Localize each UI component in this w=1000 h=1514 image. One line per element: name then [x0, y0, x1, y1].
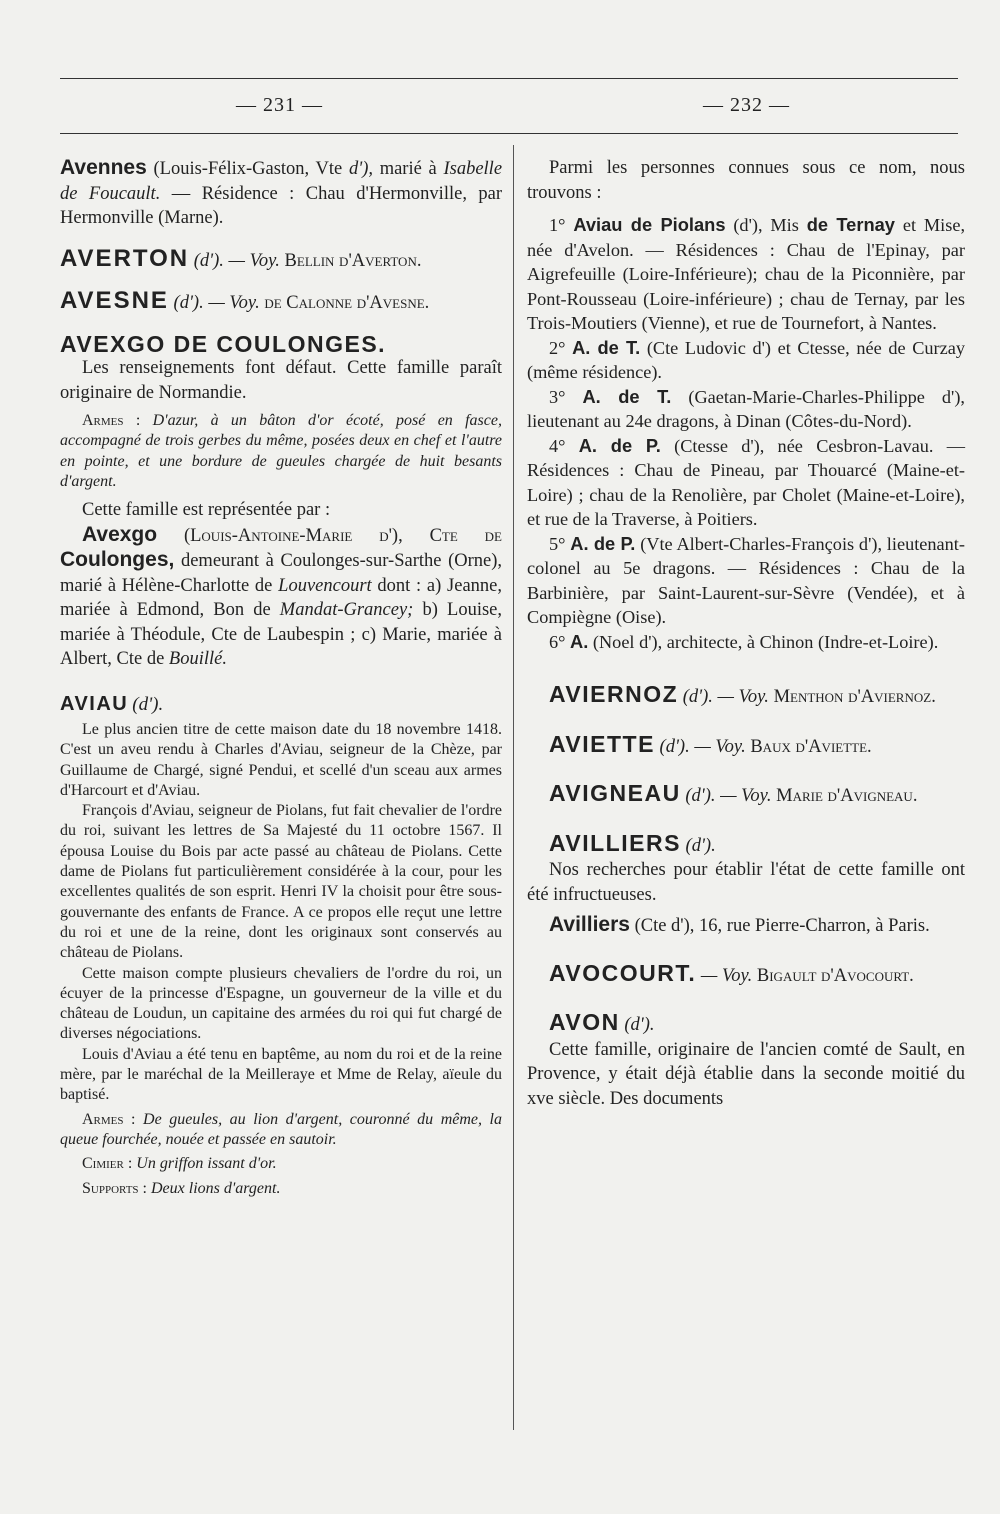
- entry-avon: AVON (d').: [549, 1009, 655, 1035]
- entry-head: AVERTON: [60, 244, 190, 272]
- right-column: [527, 156, 965, 1111]
- armes: Armes : D'azur, à un bâton d'or écoté, posé en fasce, accompagné de trois gerbes du même, posées deux en chef et l'autre en pointe, et une bordure de gueules chargée de huit besants d'argent.: [60, 412, 502, 490]
- entry-aviau-3: 3° A. de T. (Gaetan-Marie-Charles-Philippe d'), lieutenant au 24e dragons, à Dinan (Côtes-du-Nord).: [527, 385, 966, 431]
- entry-aviau-5: 5° A. de P. (Vte Albert-Charles-François d'), lieutenant-colonel au 5e dragons. — Résidences : Chau de la Barbinière, par Saint-Laurent-sur-Sèvre (Vendée), et à Compiègne (Oise).: [527, 532, 965, 627]
- entry-avesne: AVESNE (d'). — Voy. de Calonne d'Avesne.: [60, 287, 430, 314]
- entry-aviau-1: 1° Aviau de Piolans (d'), Mis de Ternay et Mise, née d'Avelon. — Résidences : Chau de l'Epinay, par Aigrefeuille (Loire-Inférieure); chau de la Piconnière, par Pont-Rousseau (Loire-inférieure) ; chau de Ternay, par les Trois-Moutiers (Vienne), et rue de Tournefort, à Nantes.: [527, 214, 966, 333]
- entry-head: AVIAU: [60, 692, 129, 715]
- cross-reference: Bellin d'Averton.: [284, 250, 422, 271]
- supports: Supports : Deux lions d'argent.: [82, 1179, 281, 1197]
- paragraph: Louis d'Aviau a été tenu en baptême, au nom du roi et de la reine mère, par le maréchal de la Meilleraye et Mme de Relay, aïeule du baptisé.: [60, 1045, 502, 1104]
- entry-aviette: AVIETTE (d'). — Voy. Baux d'Aviette.: [549, 730, 872, 757]
- cross-reference: de Calonne d'Avesne.: [264, 293, 430, 313]
- entry-avigneau: AVIGNEAU (d'). — Voy. Marie d'Avigneau.: [549, 780, 918, 806]
- entry-head: AVESNE: [60, 287, 169, 314]
- entry-avexgo-person: Avexgo (Louis-Antoine-Marie d'), Cte de Coulonges, demeurant à Coulonges-sur-Sarthe (Orne), marié à Hélène-Charlotte de Louvencourt dont : a) Jeanne, mariée à Edmond, Bon de Mandat-Grancey; b) Louise, mariée à Théodule, Cte de Laubespin ; c) Marie, mariée à Albert, Cte de Bouillé.: [60, 522, 503, 670]
- entry-aviau-2: 2° A. de T. (Cte Ludovic d') et Ctesse, née de Curzay (même résidence).: [527, 336, 965, 382]
- entry-aviau-4: 4° A. de P. (Ctesse d'), née Cesbron-Lavau. — Résidences : Chau de Pineau, par Thouarcé (Maine-et-Loire) ; chau de la Renolière, par Cholet (Maine-et-Loire), et rue de la Traverse, à Poitiers.: [527, 434, 966, 529]
- cross-reference: Bigault d'Avocourt.: [756, 965, 914, 986]
- paragraph: Cette maison compte plusieurs chevaliers de l'ordre du roi, un écuyer de la princesse d'Espagne, un gouverneur de la ville et du château de Loudun, un capitaine des armées du roi qui fut chargé de diverses négociations.: [60, 964, 502, 1043]
- entry-name: Avennes: [60, 156, 147, 179]
- cross-reference: Menthon d'Aviernoz.: [773, 687, 936, 707]
- entry-averton: AVERTON (d'). — Voy. Bellin d'Averton.: [60, 244, 422, 272]
- entry-avilliers: AVILLIERS (d').: [549, 829, 716, 856]
- entry-aviau-6: 6° A. (Noel d'), architecte, à Chinon (Indre-et-Loire).: [549, 630, 939, 652]
- entry-aviau: AVIAU (d'). Le plus ancien titre de cette maison date du 18 novembre 1418. C'est un aveu rendu à Charles d'Aviau, seigneur de la Chèze, par Guillaume de Chargé, signé Pendui, et scellé d'un sceau aux armes d'Harcourt et d'Aviau. François d'Aviau, seigneur de Piolans, fut fait chevalier de l'ordre du roi, suivant les lettres de Sa Majesté du 11 octobre 1567. Il épousa Louise du Bois par acte passé au château de Piolans. Cette dame de Piolans fut particulièrement considérée à la cour, pour les excellentes qualités de son esprit. Henri IV la choisit pour être sous-gouvernante des enfants de France. A ce propos elle reçut une lettre du roi et une de la reine, dont les originaux sont conservés au château de Piolans. Cette maison compte plusieurs chevaliers de l'ordre du roi, un écuyer de la princesse d'Espagne, un gouverneur de la ville et du château de Loudun, un capitaine des armées du roi qui fut chargé de diverses négociations. Louis d'Aviau a été tenu en baptême, au nom du roi et de la reine mère, par le maréchal de la Meilleraye et Mme de Relay, aïeule du baptisé. Armes : De gueules, au lion d'argent, couronné du même, la queue fourchée, nouée et passée en sautoir. Cimier : Un griffon issant d'or. Supports : Deux lions d'argent.: [60, 694, 502, 1199]
- entry-avilliers-person: Avilliers (Cte d'), 16, rue Pierre-Charron, à Paris.: [549, 913, 930, 936]
- entry-head-avexgo: AVEXGO DE COULONGES.: [60, 330, 387, 357]
- entry-avocourt: AVOCOURT. — Voy. Bigault d'Avocourt.: [549, 959, 914, 986]
- entry-aviernoz: AVIERNOZ (d'). — Voy. Menthon d'Aviernoz.: [549, 681, 936, 707]
- cross-reference: Baux d'Aviette.: [750, 736, 872, 757]
- paragraph: Cette famille est représentée par :: [82, 500, 331, 521]
- paragraph: Nos recherches pour établir l'état de cette famille ont été infructueuses.: [527, 860, 965, 905]
- column-divider: [513, 145, 514, 1430]
- paragraph: Cette famille, originaire de l'ancien comté de Sault, en Provence, y était déjà établie dans la seconde moitié du xve siècle. Des documents: [527, 1039, 965, 1109]
- cimier: Cimier : Un griffon issant d'or.: [82, 1155, 277, 1173]
- armes: Armes : De gueules, au lion d'argent, couronné du même, la queue fourchée, nouée et passée en sautoir.: [60, 1110, 502, 1148]
- paragraph: Parmi les personnes connues sous ce nom, nous trouvons :: [527, 158, 965, 203]
- left-folio: — 231 —: [236, 94, 323, 116]
- entry-avennes: Avennes (Louis-Félix-Gaston, Vte d'), marié à Isabelle de Foucault. — Résidence : Chau d'Hermonville, par Hermonville (Marne).: [60, 156, 503, 228]
- paragraph: Le plus ancien titre de cette maison date du 18 novembre 1418. C'est un aveu rendu à Charles d'Aviau, seigneur de la Chèze, par Guillaume de Chargé, signé Pendui, et scellé d'un sceau aux armes d'Harcourt et d'Aviau.: [60, 720, 502, 799]
- paragraph: Les renseignements font défaut. Cette famille paraît originaire de Normandie.: [60, 358, 502, 403]
- paragraph: François d'Aviau, seigneur de Piolans, fut fait chevalier de l'ordre du roi, suivant les lettres de Sa Majesté du 11 octobre 1567. Il épousa Louise du Bois par acte passé au château de Piolans. Cette dame de Piolans fut particulièrement considérée à la cour, pour les excellentes qualités de son esprit. Henri IV la choisit pour être sous-gouvernante des enfants de France. A ce propos elle reçut une lettre du roi et une de la reine, dont les originaux sont conservés au château de Piolans.: [60, 802, 502, 962]
- cross-reference: Marie d'Avigneau.: [776, 786, 918, 806]
- left-column: [60, 156, 502, 1199]
- header-rule: [60, 133, 958, 134]
- right-folio: — 232 —: [703, 94, 790, 116]
- top-rule: [60, 78, 958, 79]
